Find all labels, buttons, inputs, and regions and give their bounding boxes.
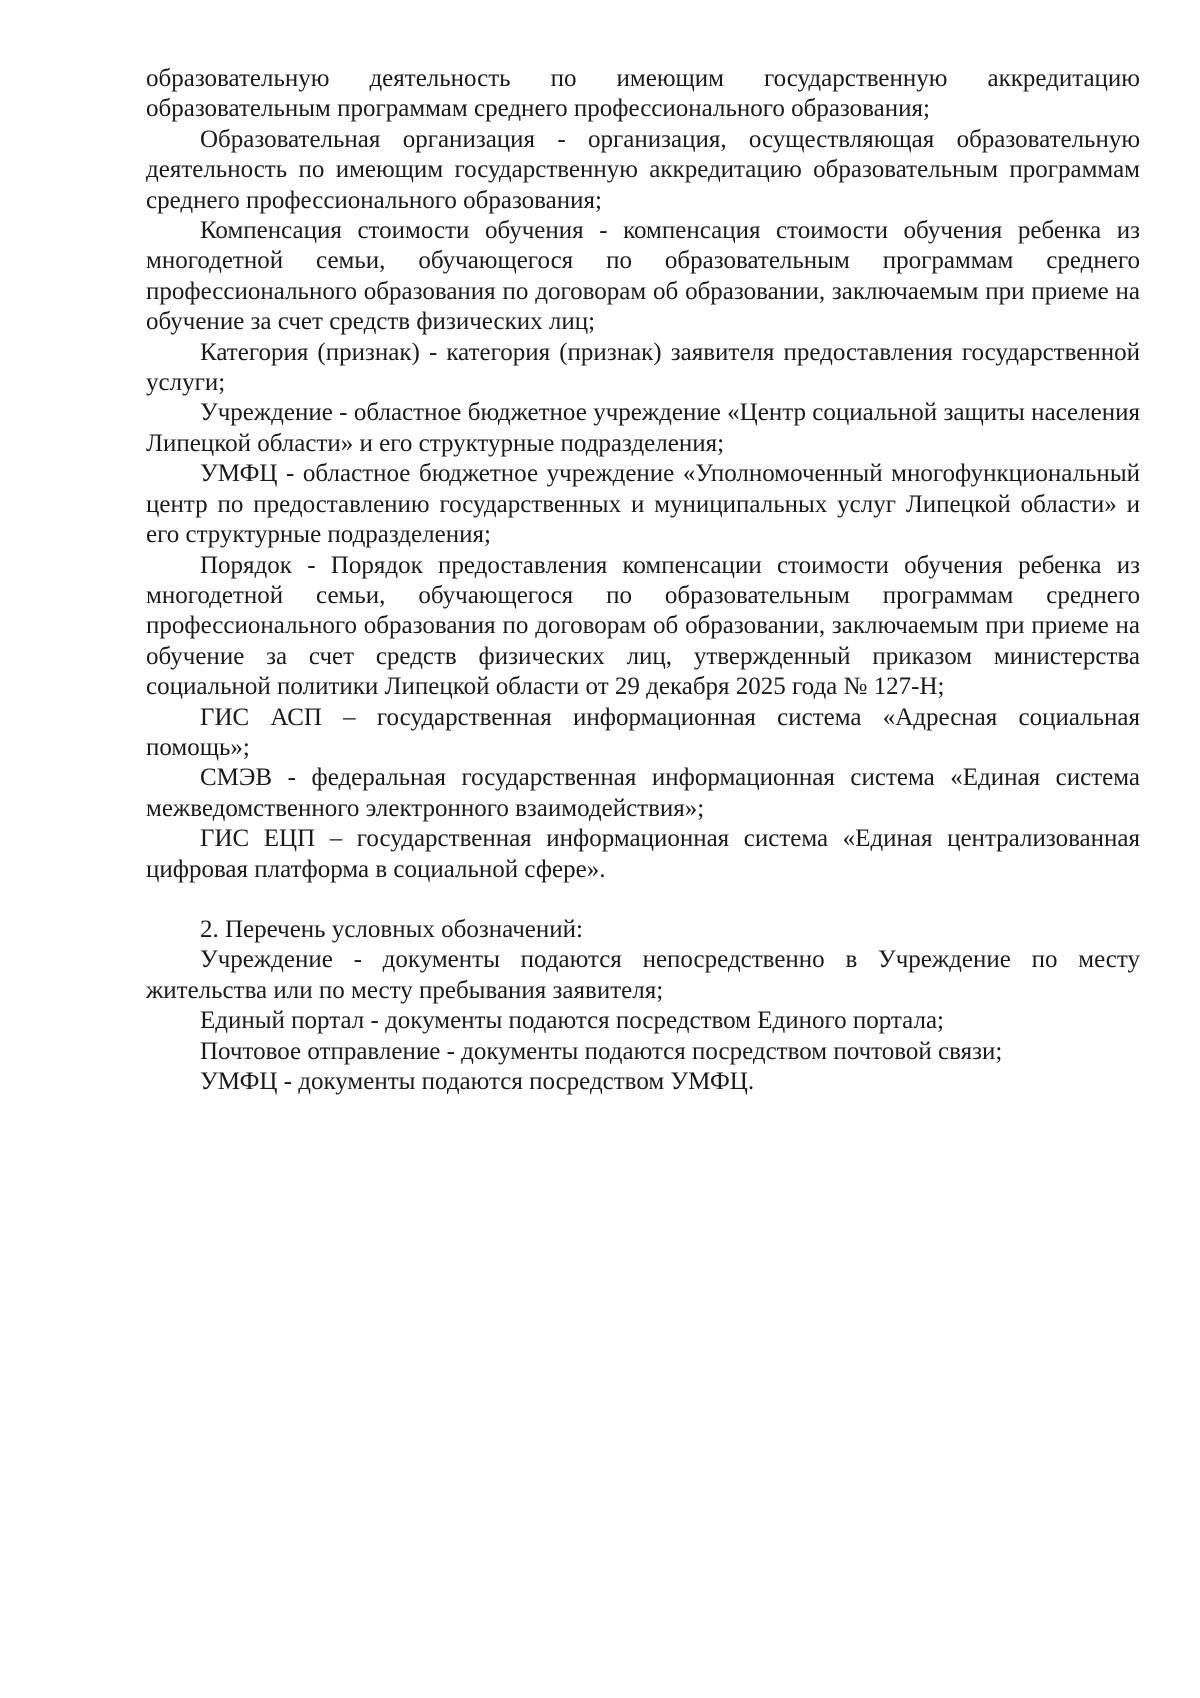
section-2-heading: 2. Перечень условных обозначений: [200,915,583,943]
definition-tuition-compensation: Компенсация стоимости обучения - компенсация стоимости обучения ребенка из многодетной семьи, обучающегося по образовательным программам среднего профессионального образования по договорам об образовании, заключаемым при приеме на обучение за счет средств физических лиц; [146,217,1140,336]
notation-unified-portal: Единый портал - документы подаются посредством Единого портала; [200,1007,944,1035]
definition-educational-organization: Образовательная организация - организация, осуществляющая образовательную деятельность по имеющим государственную аккредитацию образовательным программам среднего профессионального образования; [146,125,1140,214]
definition-category: Категория (признак) - категория (признак) заявителя предоставления государственной услуги; [146,338,1140,397]
definition-gis-asp: ГИС АСП – государственная информационная система «Адресная социальная помощь»; [146,703,1140,761]
definition-institution: Учреждение - областное бюджетное учреждение «Центр социальной защиты населения Липецкой области» и его структурные подразделения; [146,399,1140,457]
document-body [146,64,1140,1097]
section-spacer [146,885,1140,915]
notation-institution: Учреждение - документы подаются непосредственно в Учреждение по месту жительства или по месту пребывания заявителя; [146,946,1140,1004]
definition-procedure: Порядок - Порядок предоставления компенсации стоимости обучения ребенка из многодетной семьи, обучающегося по образовательным программам среднего профессионального образования по договорам об образовании, заключаемым при приеме на обучение за счет средств физических лиц, утвержденный приказом министерства социальной политики Липецкой области от 29 декабря 2025 года № 127-Н; [146,551,1140,701]
definition-umfc: УМФЦ - областное бюджетное учреждение «Уполномоченный многофункциональный центр по предоставлению государственных и муниципальных услуг Липецкой области» и его структурные подразделения; [146,460,1140,549]
definition-smev: СМЭВ - федеральная государственная информационная система «Единая система межведомственного электронного взаимодействия»; [146,764,1140,822]
notation-umfc: УМФЦ - документы подаются посредством УМФЦ. [200,1068,755,1095]
definition-gis-ecp: ГИС ЕЦП – государственная информационная система «Единая централизованная цифровая платформа в социальной сфере». [146,825,1140,883]
notation-postal-mail: Почтовое отправление - документы подаются посредством почтовой связи; [200,1037,1003,1065]
definition-continuation: образовательную деятельность по имеющим государственную аккредитацию образовательным программам среднего профессионального образования; [146,65,1140,123]
